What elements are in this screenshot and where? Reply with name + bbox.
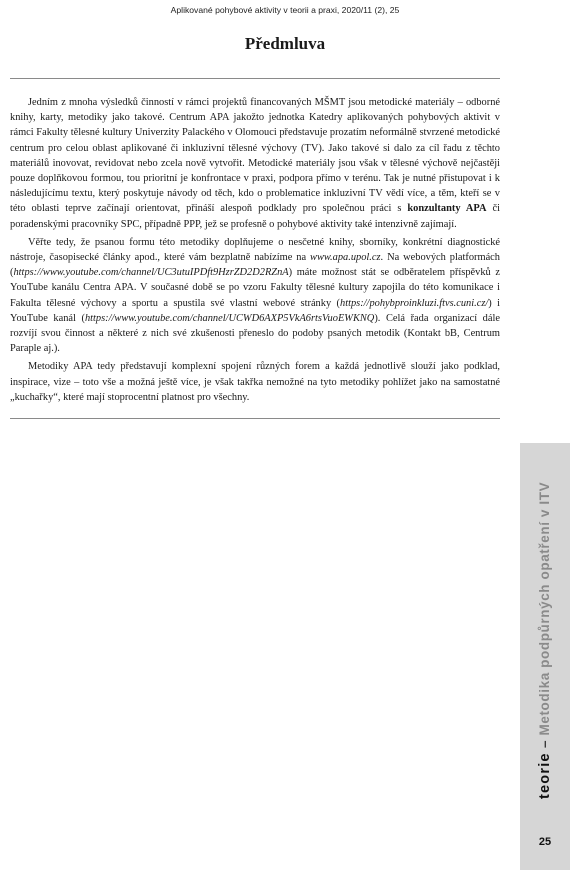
section-sidebar [520,443,570,870]
running-head: Aplikované pohybové aktivity v teorii a praxi, 2020/11 (2), 25 [170,5,400,15]
youtube-centrum-apa-link[interactable]: https://www.youtube.com/channel/UC3utuIPDft9HzrZD2D2RZnA [13,267,289,279]
section-label [537,482,553,799]
paragraph-2-text-c: ) máte možnost stát se odběratelem příspěvků z YouTube kanálu Centra APA. V současné době se po vzoru Fakulty tělesné kultury zapojila do této komunikace i Fakulta tělesné výchovy a sportu a spustila své vlastní webové stránky ( [10,267,500,309]
page-title: Předmluva [244,34,326,53]
paragraph-1 [10,95,500,232]
paragraph-3: Metodiky APA tedy představují komplexní spojení různých forem a každá jednotlivě slouží jako podklad, inspirace, vize – toto vše a možná ještě více, je však takřka nemožné na tyto metodiky pohlížet jako na samostatné „kuchařky“, které mají stoprocentní platnost pro všechny. [10,361,500,403]
section-label-title: Metodika podpůrných opatření v ITV [537,481,552,736]
youtube-ftvs-link[interactable]: https://www.youtube.com/channel/UCWD6AXP5VkA6rtsVuoEWKNQ [84,312,375,324]
paragraph-1-text-b: či poradenskými pracovníky SPC, případně PPP, jež se profesně o pohybové aktivity také intenzivně zajímají. [10,203,500,230]
paragraph-2-text-e: ). Celá řada organizací dále rozvíjí svou činnost a některé z nich své zkušenosti přeneslo do podoby psaných metodik (Kontakt bB, Centrum Paraple aj.). [10,312,500,355]
bottom-divider [10,418,500,419]
top-divider [10,78,500,79]
paragraph-2-text-d: ) i YouTube kanál ( [10,297,500,324]
section-label-teorie: teorie [537,752,553,799]
paragraph-1-text-a: Jedním z mnoha výsledků činností v rámci projektů financovaných MŠMT jsou metodické materiály – odborné knihy, karty, metodiky jako takové. Centrum APA jakožto jednotka Katedry aplikovaných pohybových aktivit v rámci Fakulty tělesné kultury Univerzity Palackého v Olomouci představuje prozatím neformálně stvrzené metodické centrum pro celou oblast aplikované či inkluzivní tělesné výchovy (TV). Jako takové si dalo za cíl řadu z těchto materiálů inovovat, revidovat nebo zcela nově vytvořit. Metodické materiály jsou však v tělesné výchově nejčastěji pouze doplňkovou formou, tou prioritní je konfrontace v praxi, podpora přímo v terénu. Tak je nutné přistupovat i k následujícímu textu, který poskytuje návody od těch, kdo o problematice inkluzivní TV vědí více, a těm, kteří se v této oblasti teprve začínají orientovat, přináší alespoň podklady pro společnou práci s [10,97,500,215]
paragraph-2-text-a: Věřte tedy, že psanou formu této metodiky doplňujeme o nesčetné knihy, sborníky, konkrétní diagnostické nástroje, časopisecké články apod., které vám bezplatně nabízíme na [10,236,500,264]
ftvs-website-link[interactable]: https://pohybproinkluzi.ftvs.cuni.cz/ [340,297,489,309]
konzultanty-apa-term: konzultanty APA [407,203,487,215]
page-number: 25 [538,836,552,848]
body-text [10,95,500,408]
paragraph-2 [10,235,500,357]
paragraph-2-text-b: . Na webových platformách ( [10,252,500,279]
section-label-dash: – [537,735,552,753]
apa-website-link[interactable]: www.apa.upol.cz [310,252,381,264]
